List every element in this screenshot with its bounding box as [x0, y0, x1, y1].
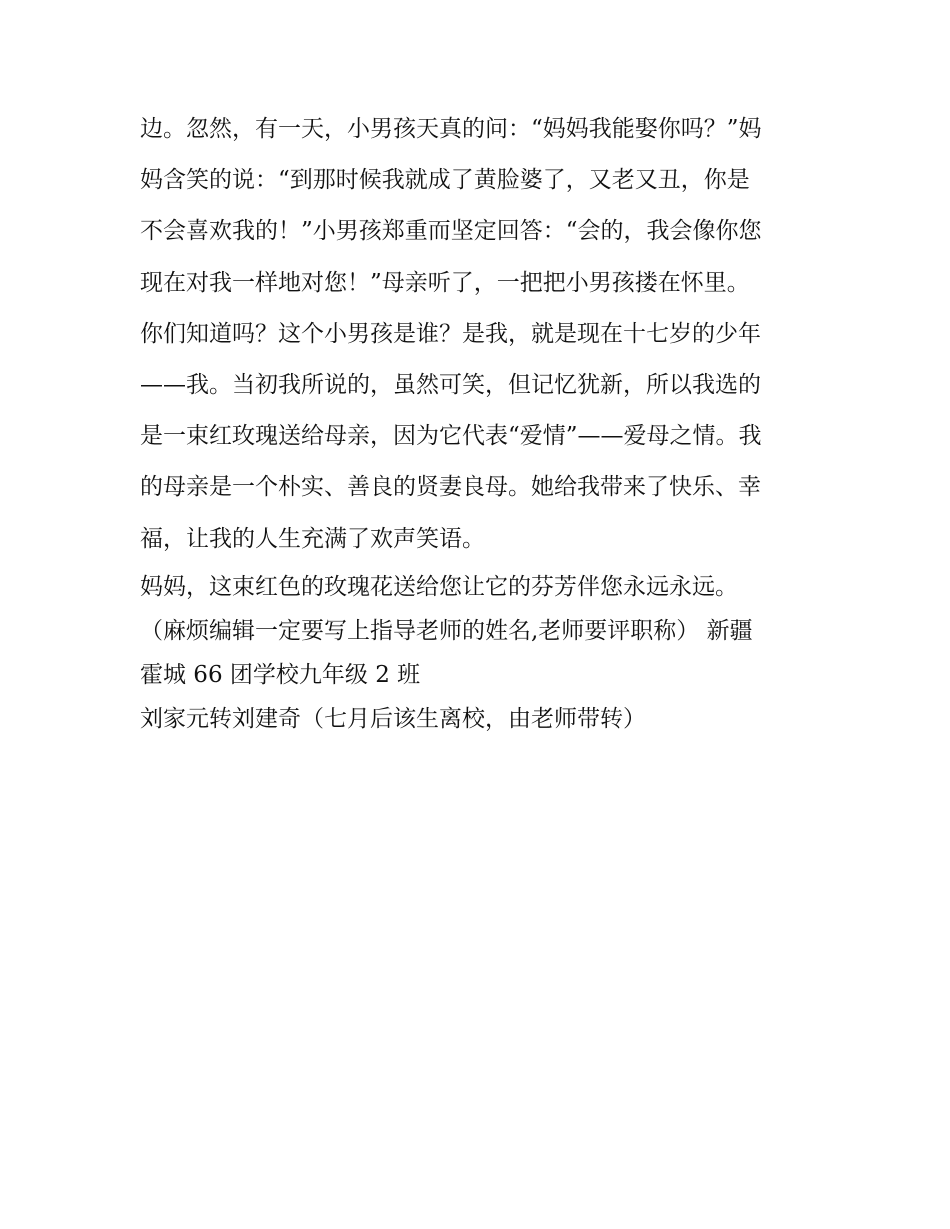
- document-body: [140, 104, 816, 741]
- text-line: 不会喜欢我的！”小男孩郑重而坚定回答：“会的，我会像你您: [140, 218, 762, 245]
- text-line: 现在对我一样地对您！”母亲听了，一把把小男孩搂在怀里。: [140, 269, 750, 296]
- text-line: 霍城 66 团学校九年级 2 班: [140, 661, 421, 688]
- text-line: ——我。当初我所说的，虽然可笑，但记忆犹新，所以我选的: [140, 371, 761, 398]
- text-line: 边。忽然，有一天，小男孩天真的问：“妈妈我能娶你吗？”妈: [140, 116, 762, 142]
- text-line: （麻烦编辑一定要写上指导老师的姓名,老师要评职称） 新疆: [140, 617, 753, 644]
- text-line: 妈含笑的说：“到那时候我就成了黄脸婆了，又老又丑，你是: [140, 167, 750, 194]
- text-line: 刘家元转刘建奇（七月后该生离校，由老师带转）: [140, 705, 646, 732]
- text-line: 妈妈，这束红色的玫瑰花送给您让它的芬芳伴您永远永远。: [140, 573, 738, 600]
- text-line: 你们知道吗？这个小男孩是谁？是我，就是现在十七岁的少年: [140, 320, 761, 347]
- text-line: 是一束红玫瑰送给母亲，因为它代表“爱情”——爱母之情。我: [140, 423, 762, 450]
- text-line: 的母亲是一个朴实、善良的贤妻良母。她给我带来了快乐、幸: [140, 474, 761, 501]
- text-line: 福，让我的人生充满了欢声笑语。: [140, 525, 485, 552]
